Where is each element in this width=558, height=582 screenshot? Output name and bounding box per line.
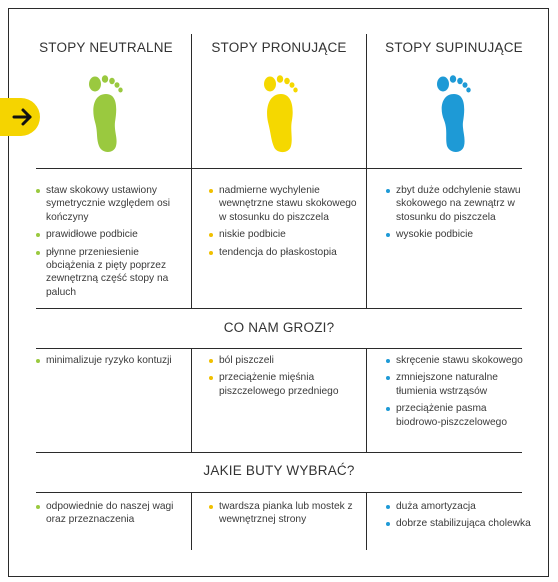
risks-neutral-list (34, 354, 184, 371)
bullet-dot (386, 505, 390, 509)
bullet-dot (36, 233, 40, 237)
list-item (207, 184, 357, 224)
list-item-text: przeciążenie pasma biodrowo-piszczelowego (396, 403, 507, 428)
list-item-text: duża amortyzacja (396, 501, 476, 512)
list-item-text: niskie podbicie (219, 229, 286, 241)
bullet-dot (386, 522, 390, 526)
left-border (8, 8, 9, 576)
list-item-text: minimalizuje ryzyko kontuzji (46, 355, 172, 366)
column-divider-1 (191, 34, 192, 308)
list-item-text: tendencja do płaskostopia (219, 246, 337, 258)
shoes-neutral-list (34, 500, 184, 531)
right-border (548, 8, 549, 576)
characteristics-pronating-list (207, 184, 357, 263)
column-title-supinating: STOPY SUPINUJĄCE (385, 40, 523, 55)
column-title-neutral: STOPY NEUTRALNE (39, 40, 173, 55)
list-item (384, 371, 534, 398)
column-divider-2 (366, 34, 367, 308)
list-item (384, 184, 524, 224)
list-item-text: zmniejszone naturalne tłumienia wstrząsów (396, 372, 498, 397)
list-item (384, 500, 534, 513)
list-item (384, 354, 534, 367)
characteristics-supinating-list (384, 184, 524, 246)
list-item (384, 228, 524, 241)
list-item-text: płynne przeniesienie obciążenia z pięty poprzez zewnętrzną część stopy na paluch (46, 246, 169, 298)
bullet-dot (36, 505, 40, 509)
column-divider-4 (366, 348, 367, 452)
list-item-text: przeciążenie mięśnia piszczelowego przedniego (219, 372, 339, 397)
bullet-dot (36, 189, 40, 193)
nav-arrow-button[interactable] (0, 98, 40, 136)
list-item-text: ból piszczeli (219, 355, 274, 366)
list-item (34, 228, 184, 241)
bullet-dot (209, 189, 213, 193)
list-item (207, 354, 357, 367)
column-divider-3 (191, 348, 192, 452)
list-item-text: staw skokowy ustawiony symetrycznie względem osi kończyny (46, 185, 170, 223)
shoes-supinating-list (384, 500, 534, 535)
list-item (207, 228, 357, 241)
list-item-text: zbyt duże odchylenie stawu skokowego na zewnątrz w stosunku do piszczela (396, 185, 521, 223)
characteristics-neutral-list (34, 184, 184, 303)
column-title-pronating: STOPY PRONUJĄCE (211, 40, 347, 55)
risks-pronating-list (207, 354, 357, 402)
bullet-dot (209, 251, 213, 255)
list-item-text: prawidłowe podbicie (46, 229, 138, 241)
row-divider-1 (36, 168, 522, 169)
bullet-dot (36, 359, 40, 363)
row-divider-2 (36, 308, 522, 309)
list-item-text: odpowiednie do naszej wagi oraz przeznaczenia (46, 501, 174, 526)
top-border (8, 8, 549, 9)
bullet-dot (36, 251, 40, 255)
list-item (207, 500, 357, 527)
column-divider-5 (191, 492, 192, 550)
bottom-border (8, 576, 549, 577)
risks-supinating-list (384, 354, 534, 433)
list-item (34, 246, 184, 300)
list-item (384, 517, 534, 530)
row-divider-3 (36, 348, 522, 349)
list-item (34, 500, 184, 527)
bullet-dot (386, 407, 390, 411)
bullet-dot (209, 376, 213, 380)
bullet-dot (209, 233, 213, 237)
shoes-section-title: JAKIE BUTY WYBRAĆ? (203, 463, 355, 478)
list-item-text: twardsza pianka lub mostek z wewnętrznej strony (219, 501, 353, 526)
left-foot-icon (259, 72, 303, 156)
list-item (34, 354, 184, 367)
risks-section-title: CO NAM GROZI? (223, 320, 335, 335)
shoes-pronating-list (207, 500, 357, 531)
list-item (207, 371, 357, 398)
bullet-dot (386, 233, 390, 237)
row-divider-4 (36, 452, 522, 453)
list-item (384, 402, 534, 429)
list-item (207, 246, 357, 259)
bullet-dot (386, 376, 390, 380)
bullet-dot (209, 359, 213, 363)
left-foot-icon (432, 72, 476, 156)
list-item-text: nadmierne wychylenie wewnętrzne stawu skokowego w stosunku do piszczela (219, 185, 357, 223)
arrow-right-icon (12, 106, 34, 128)
row-divider-5 (36, 492, 522, 493)
bullet-dot (386, 189, 390, 193)
list-item-text: dobrze stabilizująca cholewka (396, 518, 531, 530)
list-item (34, 184, 184, 224)
list-item-text: wysokie podbicie (396, 229, 474, 241)
column-divider-6 (366, 492, 367, 550)
bullet-dot (209, 505, 213, 509)
left-foot-icon (84, 72, 128, 156)
bullet-dot (386, 359, 390, 363)
list-item-text: skręcenie stawu skokowego (396, 355, 523, 366)
